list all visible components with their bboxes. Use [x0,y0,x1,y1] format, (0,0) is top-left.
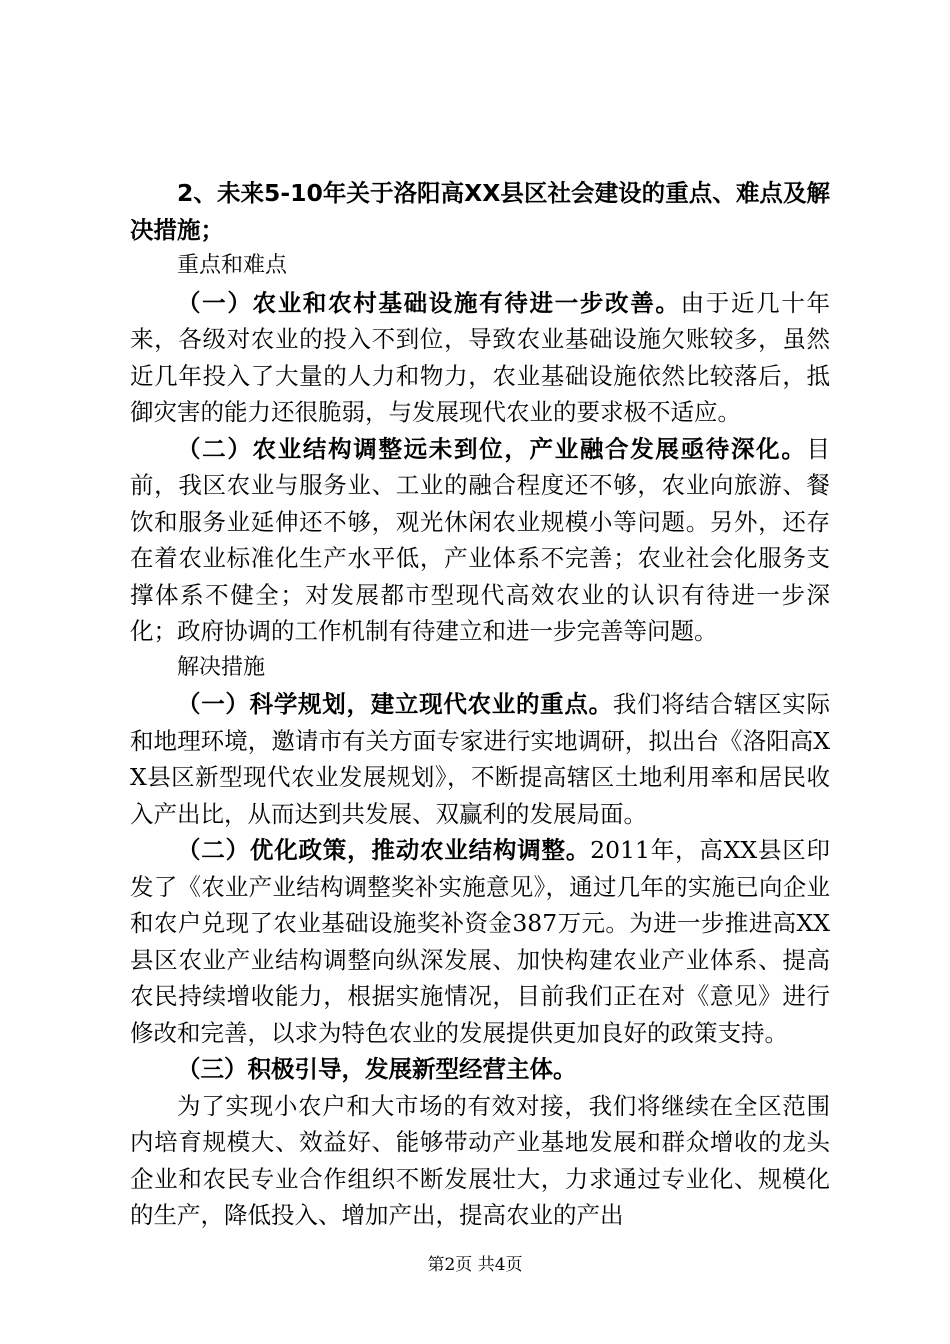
paragraph-lead: （二）优化政策，推动农业结构调整。 [177,836,591,864]
paragraph-policy [130,832,830,1051]
paragraph-text: 由于近几十年来，各级对农业的投入不到位，导致农业基础设施欠账较多，虽然近几年投入了大量的人力和物力，农业基础设施依然比较落后，抵御灾害的能力还很脆弱，与发展现代农业的要求极不适应。 [130,288,831,426]
paragraph-lead: （一）科学规划，建立现代农业的重点。 [177,690,613,718]
paragraph-guidance: 为了实现小农户和大市场的有效对接，我们将继续在全区范围内培育规模大、效益好、能够带动产业基地发展和群众增收的龙头企业和农民专业合作组织不断发展壮大，力求通过专业化、规模化的生产，降低投入、增加产出，提高农业的产出 [130,1091,830,1229]
paragraph-text: 目前，我区农业与服务业、工业的融合程度还不够，农业向旅游、餐饮和服务业延伸还不够，观光休闲农业规模小等问题。另外，还存在着农业标准化生产水平低，产业体系不完善；农业社会化服务支撑体系不健全；对发展都市型现代高效农业的认识有待进一步深化；政府协调的工作机制有待建立和进一步完善等问题。 [130,434,830,645]
paragraph-lead: （一）农业和农村基础设施有待进一步改善。 [177,288,681,317]
paragraph-structure [130,431,830,650]
paragraph-guidance-heading: （三）积极引导，发展新型经营主体。 [177,1055,577,1083]
paragraph-planning [130,686,830,832]
page-footer: 第2页 共4页 [427,1255,523,1275]
section-heading: 2、未来5-10年关于洛阳高XX县区社会建设的重点、难点及解决措施； [130,179,830,244]
paragraph-lead: （二）农业结构调整远未到位，产业融合发展亟待深化。 [177,434,807,463]
paragraph-text: 2011年，高XX县区印发了《农业产业结构调整奖补实施意见》，通过几年的实施已向企业和农户兑现了农业基础设施奖补资金387万元。为进一步推进高XX县区农业产业结构调整向纵深发展、加快构建农业产业体系、提高农民持续增收能力，根据实施情况，目前我们正在对《意见》进行修改和完善，以求为特色农业的发展提供更加良好的政策支持。 [130,836,831,1047]
label-key-points: 重点和难点 [177,253,288,278]
label-measures: 解决措施 [177,654,266,680]
paragraph-text: 我们将结合辖区实际和地理环境，邀请市有关方面专家进行实地调研，拟出台《洛阳高XX县区新型现代农业发展规划》，不断提高辖区土地利用率和居民收入产出比，从而达到共发展、双赢利的发展局面。 [130,690,831,828]
document-body [130,175,830,1234]
paragraph-infrastructure [130,285,830,431]
